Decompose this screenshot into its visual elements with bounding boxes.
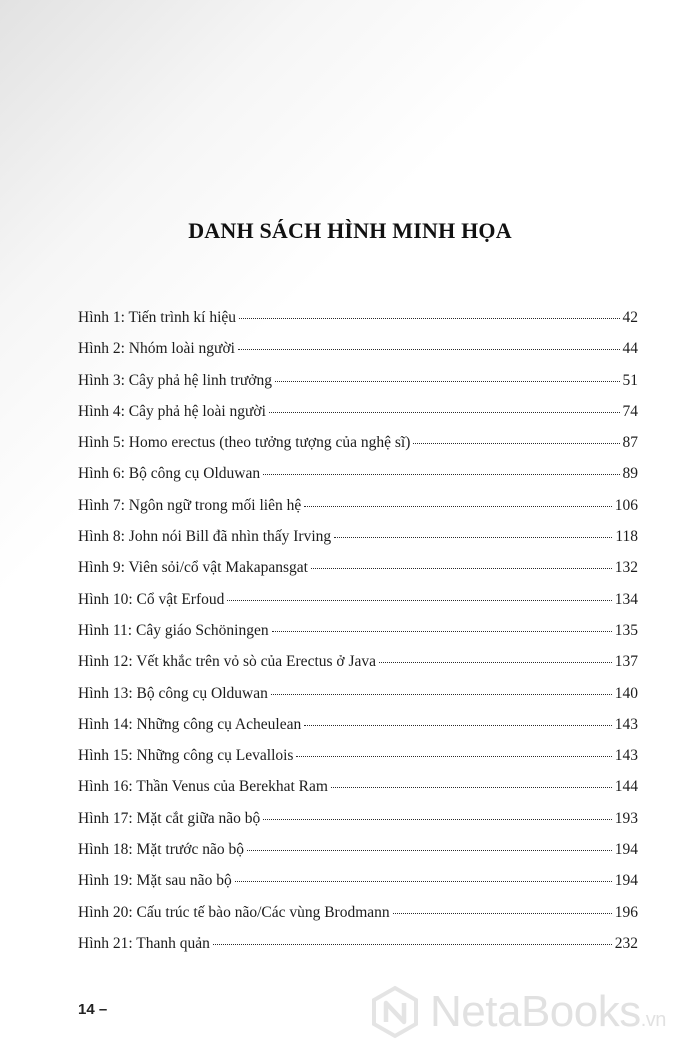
toc-entry [78, 465, 638, 496]
dot-leader [304, 506, 612, 507]
dot-leader [247, 850, 612, 851]
dot-leader [413, 443, 619, 444]
toc-entry-label: Hình 6: Bộ công cụ Olduwan [78, 465, 261, 483]
page-title: DANH SÁCH HÌNH MINH HỌA [188, 217, 512, 243]
dot-leader [238, 349, 620, 350]
toc-entry-label: Hình 17: Mặt cắt giữa não bộ [78, 809, 261, 827]
toc-entry [78, 778, 638, 809]
toc-entry [78, 935, 638, 966]
toc-entry [78, 716, 638, 747]
toc-entry-page: 140 [614, 684, 638, 702]
toc-entry-label: Hình 11: Cây giáo Schöningen [78, 621, 269, 639]
toc-entry-page: 143 [614, 747, 638, 765]
dot-leader [263, 819, 611, 820]
toc-entry-label: Hình 7: Ngôn ngữ trong mối liên hệ [78, 496, 302, 514]
dot-leader [304, 725, 612, 726]
toc-entry-page: 135 [614, 621, 638, 639]
toc-entry-label: Hình 16: Thần Venus của Berekhat Ram [78, 778, 328, 796]
dot-leader [263, 474, 619, 475]
toc-entry-page: 143 [614, 715, 638, 733]
toc-entry-page: 74 [622, 402, 638, 420]
dot-leader [271, 694, 612, 695]
figure-list [78, 309, 638, 966]
toc-entry-label: Hình 15: Những công cụ Levallois [78, 747, 294, 765]
dot-leader [213, 944, 612, 945]
watermark [368, 984, 698, 1040]
watermark-suffix: .vn [640, 1009, 666, 1031]
toc-entry-page: 44 [622, 340, 638, 358]
toc-entry-page: 134 [614, 590, 638, 608]
toc-entry [78, 872, 638, 903]
dot-leader [331, 787, 612, 788]
toc-entry [78, 372, 638, 403]
toc-entry-label: Hình 5: Homo erectus (theo tưởng tượng của nghệ sĩ) [78, 434, 411, 452]
dot-leader [393, 913, 612, 914]
toc-entry-page: 87 [622, 434, 638, 452]
toc-entry-page: 232 [614, 934, 638, 952]
toc-entry-label: Hình 3: Cây phả hệ linh trưởng [78, 371, 272, 389]
dot-leader [272, 631, 612, 632]
toc-entry-label: Hình 20: Cấu trúc tế bào não/Các vùng Brodmann [78, 903, 390, 921]
toc-entry-label: Hình 1: Tiến trình kí hiệu [78, 309, 237, 326]
toc-entry-label: Hình 10: Cổ vật Erfoud [78, 590, 225, 608]
toc-entry [78, 497, 638, 528]
toc-entry [78, 309, 638, 340]
toc-entry-label: Hình 19: Mặt sau não bộ [78, 872, 232, 890]
watermark-text: NetaBooks.vn [430, 987, 666, 1036]
toc-entry [78, 685, 638, 716]
dot-leader [269, 412, 620, 413]
toc-entry [78, 653, 638, 684]
toc-entry [78, 904, 638, 935]
toc-entry-page: 42 [622, 309, 638, 326]
toc-entry-page: 194 [614, 872, 638, 890]
toc-entry-page: 144 [614, 778, 638, 796]
toc-entry-page: 106 [614, 496, 638, 514]
toc-entry-page: 137 [614, 653, 638, 671]
dot-leader [379, 662, 612, 663]
toc-entry [78, 559, 638, 590]
toc-entry-label: Hình 4: Cây phả hệ loài người [78, 402, 266, 420]
toc-entry [78, 810, 638, 841]
toc-entry [78, 622, 638, 653]
toc-entry [78, 340, 638, 371]
toc-entry-page: 194 [614, 841, 638, 859]
toc-entry-label: Hình 2: Nhóm loài người [78, 340, 235, 358]
toc-entry-page: 118 [615, 528, 638, 546]
toc-entry-label: Hình 18: Mặt trước não bộ [78, 841, 244, 859]
toc-entry [78, 528, 638, 559]
toc-entry-page: 196 [614, 903, 638, 921]
toc-entry [78, 591, 638, 622]
dot-leader [239, 318, 619, 319]
toc-entry-page: 132 [614, 559, 638, 577]
toc-entry [78, 403, 638, 434]
dot-leader [311, 568, 612, 569]
dot-leader [235, 881, 612, 882]
page-number: 14 – [78, 1001, 108, 1018]
toc-entry [78, 747, 638, 778]
toc-entry-label: Hình 21: Thanh quản [78, 934, 210, 952]
toc-entry-label: Hình 14: Những công cụ Acheulean [78, 715, 302, 733]
toc-entry-label: Hình 9: Viên sỏi/cổ vật Makapansgat [78, 559, 308, 577]
toc-entry [78, 841, 638, 872]
dot-leader [227, 600, 611, 601]
netabooks-logo-icon [368, 985, 422, 1039]
toc-entry [78, 434, 638, 465]
toc-entry-page: 193 [614, 809, 638, 827]
dot-leader [296, 756, 611, 757]
toc-entry-label: Hình 12: Vết khắc trên vỏ sò của Erectus ở Java [78, 653, 377, 671]
toc-entry-label: Hình 8: John nói Bill đã nhìn thấy Irving [78, 528, 332, 546]
dot-leader [275, 381, 620, 382]
toc-entry-label: Hình 13: Bộ công cụ Olduwan [78, 684, 268, 702]
toc-entry-page: 51 [622, 371, 638, 389]
dot-leader [334, 537, 612, 538]
toc-entry-page: 89 [622, 465, 638, 483]
